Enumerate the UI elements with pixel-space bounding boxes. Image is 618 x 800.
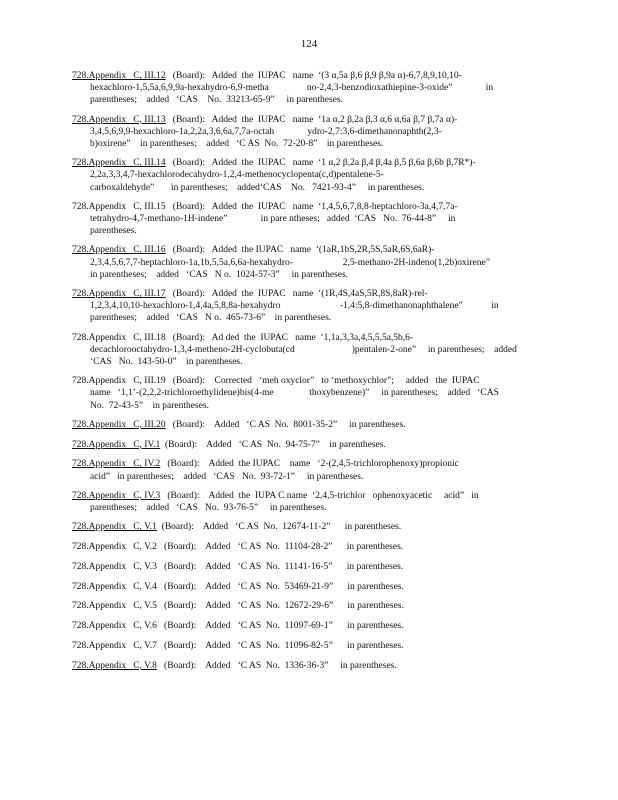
- entry-first-line: 728.Appendix C, III.18 (Board): Ad ded the IUPAC name ‘1,1a,3,3a,4,5,5,5a,5b,6-: [72, 332, 414, 343]
- appendix-reference: 728.Appendix C, V.2: [72, 542, 157, 553]
- entry-continuation-line: name ‘1,1’-(2,2,2-trichloroethylidene)bis(4-me thoxybenzene)” in parentheses; added ‘CAS: [90, 388, 499, 399]
- entry-first-line: 728.Appendix C, III.12 (Board): Added the IUPAC name ‘(3 α,5a β,6 β,9 β,9a α)-6,7,8,9,10,10-: [72, 71, 462, 81]
- amendment-entry: [72, 439, 542, 451]
- appendix-reference: 728.Appendix C, III.13: [72, 114, 166, 125]
- amendment-entry: [72, 541, 542, 553]
- entry-first-line: 728.Appendix C, III.16 (Board): Added the IUPAC name ‘(1aR,1bS,2R,5S,5aR,6S,6aR)-: [72, 245, 435, 256]
- amendment-entry: [72, 490, 542, 514]
- appendix-reference: 728.Appendix C, III.14: [72, 158, 166, 169]
- appendix-reference: 728.Appendix C, III.17: [72, 289, 166, 300]
- appendix-reference: 728.Appendix C, III.16: [72, 245, 166, 256]
- amendment-entry: [72, 419, 542, 431]
- entry-first-line: 728.Appendix C, III.13 (Board): Added the IUPAC name ‘1a α,2 β,2a β,3 α,6 α,6a β,7 β,7a α)-: [72, 114, 458, 125]
- entry-first-line: 728.Appendix C, V.5 (Board): Added ‘C AS No. 12672-29-6” in parentheses.: [72, 601, 404, 612]
- entry-continuation-line: acid” in parentheses; added ‘CAS No. 93-72-1” in parentheses.: [90, 471, 364, 482]
- appendix-reference: 728.Appendix C, III.12: [72, 71, 166, 81]
- entry-first-line: 728.Appendix C, III.19 (Board): Corrected ‘meh oxyclor” to ‘methoxychlor”; added the IUPAC: [72, 376, 480, 387]
- entry-continuation-line: parentheses; added ‘CAS No. 33213-65-9” in parentheses.: [90, 95, 344, 106]
- appendix-reference: 728.Appendix C, III.15: [72, 201, 166, 212]
- appendix-reference: 728.Appendix C, III.20: [72, 419, 166, 430]
- appendix-reference: 728.Appendix C, III.18: [72, 332, 166, 343]
- appendix-reference: 728.Appendix C, V.6: [72, 621, 157, 632]
- entry-first-line: 728.Appendix C, III.15 (Board): Added the IUPAC name ‘1,4,5,6,7,8,8-heptachloro-3a,4,7,7a-: [72, 201, 458, 212]
- entry-continuation-line: 3,4,5,6,9,9-hexachloro-1a,2,2a,3,6,6a,7,7a-octah ydro-2,7:3,6-dimethanonaphth(2,3-: [90, 126, 442, 137]
- entry-first-line: 728.Appendix C, III.17 (Board): Added the IUPAC name ‘(1R,4S,4aS,5R,8S,8aR)-rel-: [72, 289, 428, 300]
- appendix-reference: 728.Appendix C, III.19: [72, 376, 166, 387]
- amendment-entry: [72, 640, 542, 652]
- appendix-reference: 728.Appendix C, V.4: [72, 581, 157, 592]
- entry-first-line: 728.Appendix C, V.6 (Board): Added ‘C AS No. 11097-69-1” in parentheses.: [72, 621, 404, 632]
- amendment-entry: [72, 375, 542, 412]
- appendix-reference: 728.Appendix C, V.8: [72, 660, 157, 671]
- entry-continuation-line: ‘CAS No. 143-50-0” in parentheses.: [90, 357, 243, 368]
- appendix-reference: 728.Appendix C, V.5: [72, 601, 157, 612]
- entry-continuation-line: 2,3,4,5,6,7,7-heptachloro-1a,1b,5,5a,6,6a-hexahydro- 2,5-methano-2H-indeno(1,2b)oxirene”: [90, 257, 490, 268]
- amendment-entry: [72, 600, 542, 612]
- entry-continuation-line: hexachloro-1,5,5a,6,9,9a-hexahydro-6,9-metha no-2,4,3-benzodioxathiepine-3-oxide” in: [90, 83, 494, 94]
- entry-continuation-line: tetrahydro-4,7-methano-1H-indene” in pare ntheses; added ‘CAS No. 76-44-8” in: [90, 214, 456, 225]
- amendment-entry: [72, 201, 542, 238]
- amendment-entry: [72, 660, 542, 672]
- appendix-reference: 728.Appendix C, IV.3: [72, 490, 161, 501]
- amendment-entry: [72, 581, 542, 593]
- entry-first-line: 728.Appendix C, V.1 (Board): Added ‘C AS No. 12674-11-2” in parentheses.: [72, 522, 402, 533]
- amendment-entry: [72, 332, 542, 369]
- entry-continuation-line: in parentheses; added ‘CAS N o. 1024-57-3” in parentheses.: [90, 269, 349, 280]
- entry-first-line: 728.Appendix C, V.3 (Board): Added ‘C AS No. 11141-16-5” in parentheses.: [72, 561, 404, 572]
- amendment-entry: [72, 114, 542, 151]
- entry-continuation-line: parentheses; added ‘CAS No. 93-76-5” in parentheses.: [90, 503, 327, 514]
- entry-first-line: 728.Appendix C, IV.1 (Board): Added ‘C AS No. 94-75-7” in parentheses.: [72, 439, 386, 450]
- entry-continuation-line: b)oxirene” in parentheses; added ‘C AS No. 72-20-8” in parentheses.: [90, 139, 384, 150]
- entry-first-line: 728.Appendix C, V.8 (Board): Added ‘C AS No. 1336-36-3” in parentheses.: [72, 660, 397, 671]
- amendment-entry: [72, 244, 542, 281]
- amendment-entry: [72, 521, 542, 533]
- entry-first-line: 728.Appendix C, III.20 (Board): Added ‘C AS No. 8001-35-2” in parentheses.: [72, 419, 406, 430]
- entry-continuation-line: decachlorooctahydro-1,3,4-metheno-2H-cyclobuta(cd )pentalen-2-one” in parentheses; added: [90, 344, 517, 355]
- appendix-reference: 728.Appendix C, V.7: [72, 641, 157, 652]
- appendix-reference: 728.Appendix C, IV.1: [72, 439, 161, 450]
- entry-first-line: 728.Appendix C, IV.2 (Board): Added the IUPAC name ‘2-(2,4,5-trichlorophenoxy)propionic: [72, 459, 459, 470]
- amendment-entry: [72, 70, 542, 107]
- amendment-entry: [72, 561, 542, 573]
- entry-continuation-line: parentheses.: [90, 226, 137, 237]
- appendix-reference: 728.Appendix C, V.3: [72, 561, 157, 572]
- entry-continuation-line: carboxaldehyde” in parentheses; added‘CAS No. 7421-93-4” in parentheses.: [90, 182, 425, 193]
- page-number: 124: [300, 38, 318, 50]
- appendix-reference: 728.Appendix C, V.1: [72, 522, 157, 533]
- entry-first-line: 728.Appendix C, V.2 (Board): Added ‘C AS No. 11104-28-2” in parentheses.: [72, 542, 404, 553]
- entry-continuation-line: No. 72-43-5” in parentheses.: [90, 400, 209, 411]
- entry-first-line: 728.Appendix C, III.14 (Board): Added the IUPAC name ‘1 α,2 β,2a β,4 β,4a β,5 β,6a β,6b β,7R*)-: [72, 158, 476, 169]
- entry-first-line: 728.Appendix C, IV.3 (Board): Added the IUPA C name ‘2,4,5-trichlor ophenoxyacetic acid” in: [72, 490, 479, 501]
- appendix-reference: 728.Appendix C, IV.2: [72, 459, 161, 470]
- amendment-entry: [72, 458, 542, 482]
- amendment-entry: [72, 620, 542, 632]
- entry-continuation-line: 1,2,3,4,10,10-hexachloro-1,4,4a,5,8,8a-hexahydro -1,4:5,8-dimethanonaphthalene” in: [90, 301, 499, 312]
- entry-continuation-line: 2,2a,3,3,4,7-hexachlorodecahydro-1,2,4-methenocyclopenta(c,d)pentalene-5-: [90, 170, 384, 181]
- amendment-entry: [72, 288, 542, 325]
- entry-first-line: 728.Appendix C, V.7 (Board): Added ‘C AS No. 11096-82-5” in parentheses.: [72, 641, 404, 652]
- entry-continuation-line: parentheses; added ‘CAS N o. 465-73-6” in parentheses.: [90, 313, 332, 324]
- amendment-list: [72, 70, 542, 680]
- entry-first-line: 728.Appendix C, V.4 (Board): Added ‘C AS No. 53469-21-9” in parentheses.: [72, 581, 404, 592]
- amendment-entry: [72, 157, 542, 194]
